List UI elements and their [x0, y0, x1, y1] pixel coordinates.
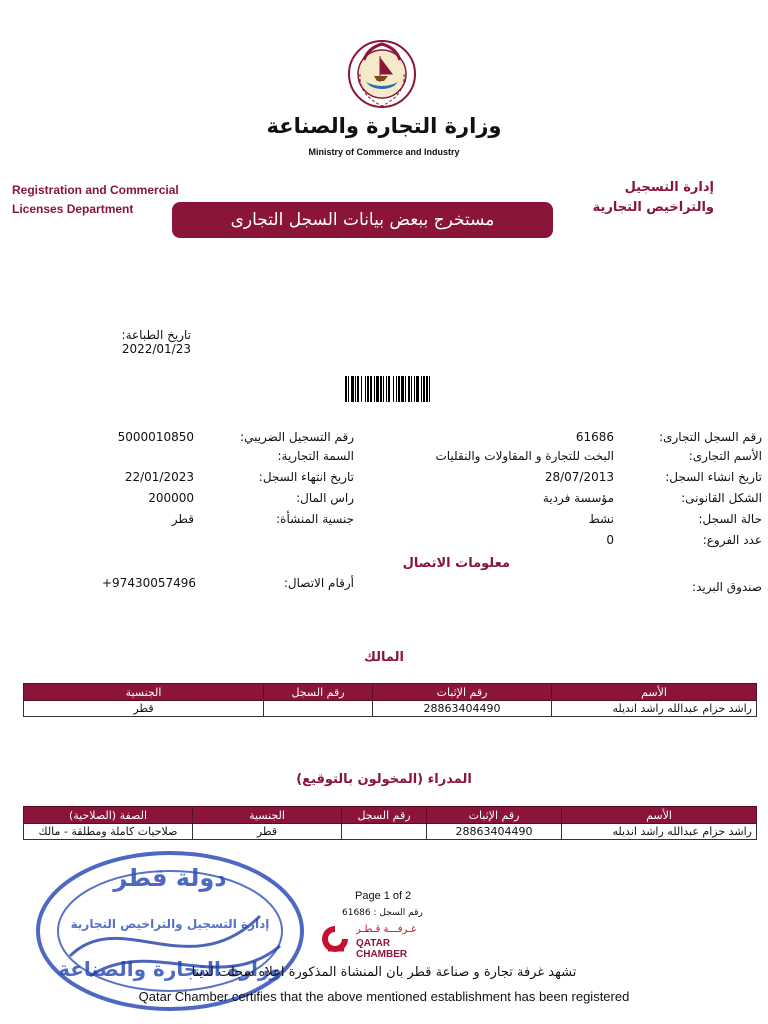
owner-id-cell: 28863404490 — [373, 701, 552, 717]
owner-col-cr: رقم السجل — [264, 684, 373, 701]
manager-authority-cell: صلاحيات كاملة ومطلقة - مالك — [24, 824, 193, 840]
managers-section-title: المدراء (المخولون بالتوقيع) — [296, 772, 472, 787]
po-box-label: صندوق البريد: — [692, 580, 762, 594]
ministry-name-ar: وزارة التجارة والصناعة — [266, 114, 502, 138]
nationality-label: جنسية المنشأة: — [276, 512, 354, 526]
managers-col-authority: الصفة (الصلاحية) — [24, 807, 193, 824]
trade-name-label: الأسم التجارى: — [688, 449, 762, 463]
qatar-chamber-name-en: QATAR CHAMBER — [356, 938, 408, 960]
certification-text-en: Qatar Chamber certifies that the above mentioned establishment has been registered — [138, 989, 630, 1004]
branches-count-value: 0 — [606, 533, 614, 547]
managers-col-nationality: الجنسية — [193, 807, 342, 824]
expiry-date-label: تاريخ انتهاء السجل: — [258, 470, 354, 484]
table-row — [24, 824, 757, 840]
brand-label: السمة التجارية: — [277, 449, 354, 463]
cr-status-value: نشط — [588, 512, 614, 526]
certification-text-ar: تشهد غرفة تجارة و صناعة قطر بان المنشاة المذكورة اعلاه سجلت لدينا — [191, 965, 577, 980]
manager-name-cell: راشد حزام عبدالله راشد انديله — [562, 824, 757, 840]
managers-table — [23, 806, 757, 840]
expiry-date-value: 22/01/2023 — [124, 470, 194, 484]
stamp-text-top: دولة قطر — [113, 864, 227, 892]
footer-cr-number: رقم السجل : 61686 — [342, 908, 423, 918]
branches-count-label: عدد الفروع: — [702, 533, 762, 547]
qatar-chamber-icon — [318, 924, 352, 954]
owner-col-name: الأسم — [552, 684, 757, 701]
managers-col-cr: رقم السجل — [342, 807, 427, 824]
capital-value: 200000 — [148, 491, 194, 505]
manager-cr-cell — [342, 824, 427, 840]
managers-table-header — [24, 807, 757, 824]
creation-date-value: 28/07/2013 — [544, 470, 614, 484]
document-title-banner: مستخرج ببعض بيانات السجل التجارى — [172, 202, 553, 238]
print-date-label: تاريخ الطباعة: — [121, 328, 191, 342]
stamp-text-ring: إدارة التسجيل والتراخيص التجارية — [70, 917, 270, 931]
stamp-text-bottom: وزارة التجارة والصناعة — [58, 957, 282, 981]
owner-col-id: رقم الإثبات — [373, 684, 552, 701]
ministry-name-en: Ministry of Commerce and Industry — [308, 147, 460, 157]
qatar-emblem-icon — [344, 34, 420, 110]
cr-number-value: 61686 — [575, 430, 614, 444]
department-en-line1: Registration and Commercial — [12, 183, 179, 197]
owner-col-nationality: الجنسية — [24, 684, 264, 701]
owner-table — [23, 683, 757, 717]
barcode — [345, 376, 475, 402]
owner-cr-cell — [264, 701, 373, 717]
legal-form-value: مؤسسة فردية — [542, 491, 614, 505]
department-ar-line1: إدارة التسجيل — [624, 180, 714, 195]
manager-id-cell: 28863404490 — [427, 824, 562, 840]
department-name-ar — [593, 178, 714, 218]
department-ar-line2: والتراخيص التجارية — [592, 200, 714, 215]
nationality-value: قطر — [171, 512, 194, 526]
print-date-value: 2022/01/23 — [121, 342, 191, 356]
legal-form-label: الشكل القانونى: — [681, 491, 762, 505]
contact-section-title: معلومات الاتصال — [402, 556, 510, 571]
trade-name-value: البخت للتجارة و المقاولات والنقليات — [435, 449, 614, 463]
tax-number-label: رقم التسجيل الضريبي: — [240, 430, 354, 444]
phone-label: أرقام الاتصال: — [283, 576, 354, 590]
owner-table-header — [24, 684, 757, 701]
table-row — [24, 701, 757, 717]
print-date — [64, 328, 191, 356]
tax-number-value: 5000010850 — [117, 430, 194, 444]
capital-label: راس المال: — [296, 491, 354, 505]
qatar-chamber-logo — [318, 922, 426, 960]
cr-number-label: رقم السجل التجارى: — [659, 430, 762, 444]
creation-date-label: تاريخ انشاء السجل: — [665, 470, 762, 484]
cr-status-label: حالة السجل: — [698, 512, 762, 526]
owner-nationality-cell: قطر — [24, 701, 264, 717]
managers-col-id: رقم الإثبات — [427, 807, 562, 824]
manager-nationality-cell: قطر — [193, 824, 342, 840]
managers-col-name: الأسم — [562, 807, 757, 824]
department-en-line2: Licenses Department — [12, 202, 134, 216]
phone-value: +97430057496 — [102, 576, 197, 590]
owner-name-cell: راشد حزام عبدالله راشد انديله — [552, 701, 757, 717]
qatar-chamber-name-ar: غـرفـــة قـطـر — [356, 924, 417, 935]
owner-section-title: المالك — [364, 650, 404, 665]
page-number: Page 1 of 2 — [355, 890, 412, 902]
department-name-en — [12, 181, 179, 219]
